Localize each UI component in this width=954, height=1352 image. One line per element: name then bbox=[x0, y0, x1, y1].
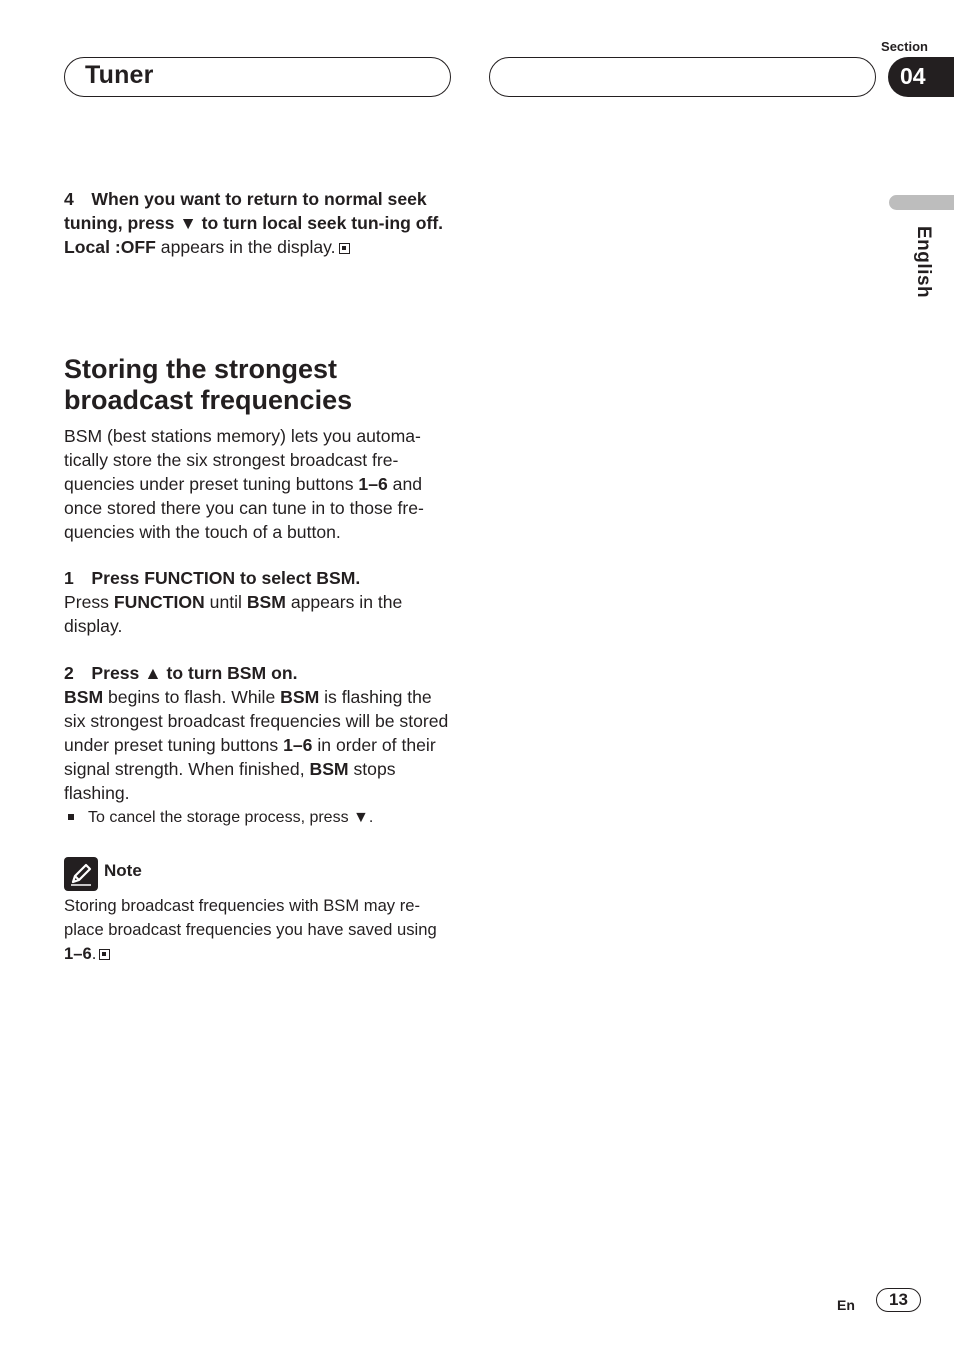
end-mark-icon bbox=[99, 949, 110, 960]
intro-paragraph: BSM (best stations memory) lets you automa-tically store the six strongest broadcast fre-quencies under preset tuning buttons 1–6 and once stored there you can tune in to those fre-quencies with the touch of a button. bbox=[64, 426, 424, 542]
step-1-block bbox=[64, 566, 452, 638]
step-4-body: Local :OFF appears in the display. bbox=[64, 235, 452, 259]
step-1-body: Press FUNCTION until BSM appears in the display. bbox=[64, 592, 403, 636]
step-4-block bbox=[64, 187, 452, 259]
section-label: Section bbox=[881, 39, 928, 54]
end-mark-icon bbox=[339, 243, 350, 254]
bullet-icon bbox=[68, 814, 74, 820]
page-number: 13 bbox=[876, 1288, 921, 1312]
step-2-body: BSM begins to flash. While BSM is flashing the six strongest broadcast frequencies will be stored under preset tuning buttons 1–6 in order of their signal strength. When finished, BSM stops flashing. bbox=[64, 687, 449, 803]
step-2-heading: 2 Press ▲ to turn BSM on. bbox=[64, 663, 298, 683]
step-2-block bbox=[64, 661, 454, 829]
section-title-line2: broadcast frequencies bbox=[64, 385, 353, 415]
note-body: Storing broadcast frequencies with BSM may re-place broadcast frequencies you have saved using 1–6. bbox=[64, 896, 437, 963]
step-2-bullet: To cancel the storage process, press ▼. bbox=[64, 807, 454, 829]
note-pencil-icon bbox=[64, 857, 98, 891]
footer-language: En bbox=[837, 1297, 855, 1313]
step-1-heading: 1 Press FUNCTION to select BSM. bbox=[64, 568, 361, 588]
note-label: Note bbox=[104, 861, 142, 880]
header-tab-left bbox=[64, 57, 451, 97]
language-tab-bar bbox=[889, 195, 954, 210]
section-number-badge: 04 bbox=[888, 57, 954, 97]
step-4-heading: 4 When you want to return to normal seek tuning, press ▼ to turn local seek tun-ing off. bbox=[64, 189, 444, 233]
section-heading bbox=[64, 354, 452, 416]
section-title-line1: Storing the strongest bbox=[64, 354, 338, 384]
language-tab-label: English bbox=[913, 226, 934, 299]
header-tab-right bbox=[489, 57, 876, 97]
page-title: Tuner bbox=[85, 61, 154, 89]
